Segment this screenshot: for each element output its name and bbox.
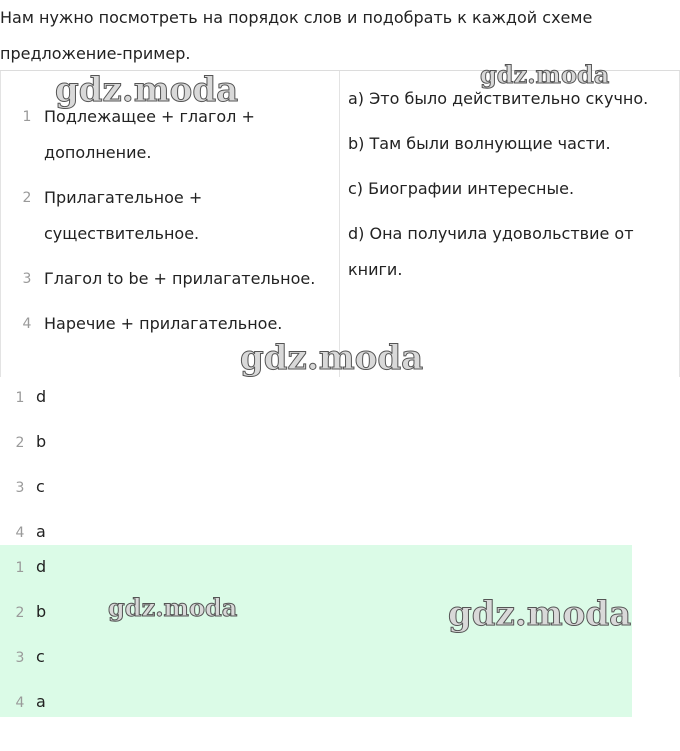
task-intro: Нам нужно посмотреть на порядок слов и подобрать к каждой схеме предложение-пример. (0, 8, 593, 63)
table-border-left (0, 71, 1, 377)
scheme-number: 2 (22, 190, 32, 206)
watermark-logo: gdz.moda (55, 70, 239, 110)
answer-value: b (36, 602, 47, 621)
scheme-item (20, 261, 332, 297)
answer-number: 3 (15, 650, 25, 666)
answer-list (0, 381, 632, 561)
example-item: a) Это было действительно скучно. (348, 89, 649, 108)
watermark-logo: gdz.moda (448, 594, 632, 634)
answer-value: d (36, 557, 47, 576)
scheme-list (20, 99, 332, 351)
example-item: d) Она получила удовольствие от книги. (348, 224, 634, 279)
watermark-logo: gdz.moda (240, 338, 424, 378)
answer-item (0, 471, 632, 516)
answer-number: 4 (15, 695, 25, 711)
answer-item (0, 686, 632, 731)
answer-value: c (36, 477, 45, 496)
scheme-item (20, 180, 332, 252)
answer-item (0, 426, 632, 471)
example-list (348, 81, 670, 297)
scheme-number: 3 (22, 271, 32, 287)
answer-number: 2 (15, 435, 25, 451)
answer-item (0, 551, 632, 596)
answer-number: 3 (15, 480, 25, 496)
example-item: c) Биографии интересные. (348, 179, 575, 198)
scheme-number: 4 (22, 316, 32, 332)
answer-item (0, 381, 632, 426)
answer-value: a (36, 522, 46, 541)
scheme-text: Наречие + прилагательное. (44, 314, 283, 333)
matching-table (0, 70, 680, 377)
answer-value: d (36, 387, 47, 406)
answer-value: c (36, 647, 45, 666)
answer-value: a (36, 692, 46, 711)
answer-number: 1 (15, 390, 25, 406)
scheme-item (20, 306, 332, 342)
scheme-number: 1 (22, 109, 32, 125)
answer-number: 2 (15, 605, 25, 621)
scheme-text: Прилагательное + существительное. (44, 188, 203, 243)
answer-number: 4 (15, 525, 25, 541)
answer-value: b (36, 432, 47, 451)
table-column-divider (339, 71, 340, 377)
scheme-text: Подлежащее + глагол + дополнение. (44, 107, 255, 162)
watermark-logo: gdz.moda (108, 593, 238, 622)
answer-number: 1 (15, 560, 25, 576)
answer-item (0, 641, 632, 686)
watermark-logo: gdz.moda (480, 60, 610, 89)
scheme-text: Глагол to be + прилагательное. (44, 269, 316, 288)
example-item: b) Там были волнующие части. (348, 134, 611, 153)
